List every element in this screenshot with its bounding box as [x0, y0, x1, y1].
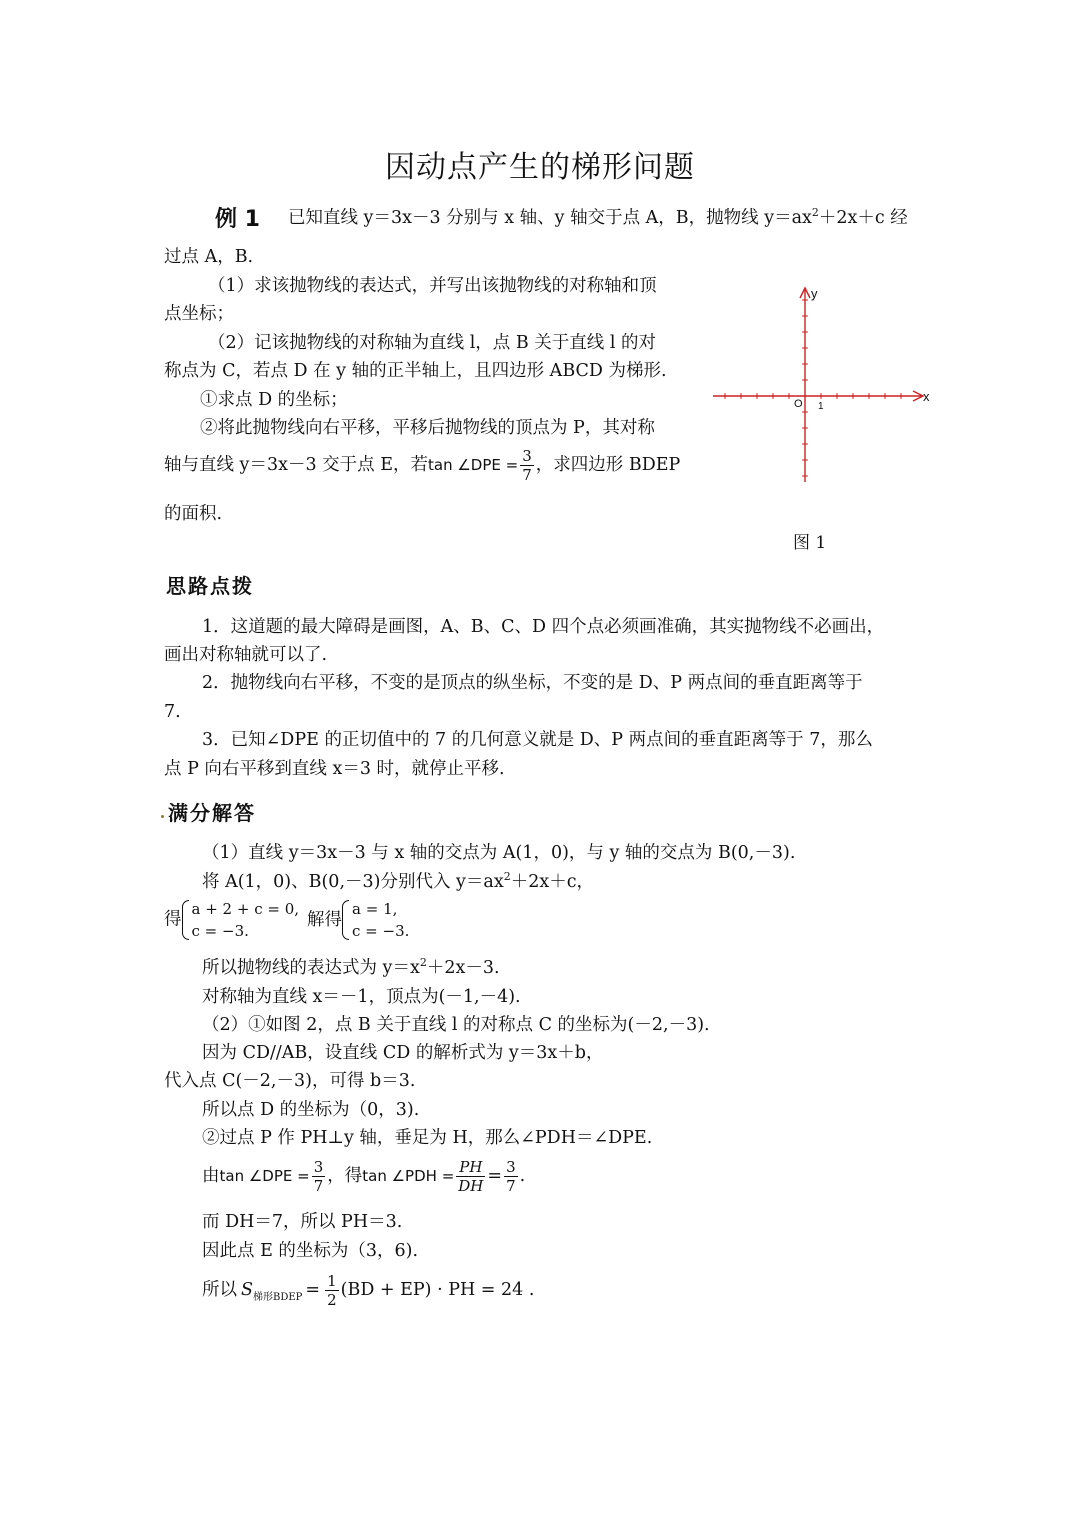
- fraction-numerator: 3: [522, 447, 532, 465]
- equation-system-1: [182, 898, 300, 942]
- fraction-denominator: 7: [522, 466, 532, 484]
- system2-eq1: a = 1,: [352, 900, 398, 918]
- hint2-line2: 7.: [164, 702, 181, 722]
- system1-eq1: a + 2 + c = 0,: [191, 900, 300, 918]
- solution-step4: [202, 954, 500, 982]
- step2-superscript: 2: [503, 870, 511, 883]
- example-label: 例 1: [215, 207, 260, 232]
- question2-sub2-line3: 的面积.: [164, 504, 223, 524]
- hints-heading: 思路点拨: [166, 574, 254, 598]
- equation-system-2: [342, 898, 409, 942]
- step14-S: S: [241, 1280, 253, 1300]
- step14-subscript: 梯形BDEP: [253, 1292, 303, 1303]
- fraction-denominator: 7: [313, 1177, 324, 1195]
- origin-label: O: [794, 398, 803, 410]
- solution-step3: [164, 898, 409, 942]
- solution-step5: 对称轴为直线 x＝－1，顶点为(－1,－4).: [202, 987, 521, 1007]
- solution-step8: 代入点 C(－2,－3)，可得 b＝3.: [164, 1071, 416, 1091]
- example-intro-line1: [288, 204, 908, 232]
- y-axis-label: y: [811, 286, 818, 301]
- solution-step10: ②过点 P 作 PH⊥y 轴，垂足为 H，那么∠PDH＝∠DPE.: [202, 1128, 653, 1148]
- figure-caption: 图 1: [793, 533, 827, 553]
- fraction-denominator: 2: [327, 1291, 337, 1309]
- solution-step14: [202, 1272, 534, 1312]
- question2-line2: 称点为 C，若点 D 在 y 轴的正半轴上，且四边形 ABCD 为梯形.: [164, 361, 667, 381]
- solution-step7: 因为 CD//AB，设直线 CD 的解析式为 y＝3x＋b，: [202, 1043, 604, 1063]
- fraction-numerator: 3: [506, 1158, 516, 1176]
- step14-fraction: [325, 1272, 339, 1309]
- step11-end: .: [519, 1166, 526, 1186]
- step2-text-a: 将 A(1，0)、B(0,－3)分别代入 y＝ax: [202, 872, 504, 892]
- q2-sub2-tan: tan ∠DPE =: [428, 456, 519, 474]
- solution-step12: 而 DH＝7，所以 PH＝3.: [202, 1212, 403, 1232]
- solution-heading: 满分解答: [168, 801, 256, 825]
- step14-rest: (BD + EP) · PH = 24 .: [340, 1280, 535, 1300]
- step2-text-b: ＋2x＋c，: [510, 872, 595, 892]
- hint3-line1: 3．已知∠DPE 的正切值中的 7 的几何意义就是 D、P 两点间的垂直距离等于 7，那么: [202, 730, 873, 750]
- question2-sub2-line2: [164, 447, 680, 484]
- step11-fraction-3: [504, 1158, 518, 1195]
- fraction-denominator: DH: [458, 1177, 484, 1195]
- solution-step1: （1）直线 y＝3x－3 与 x 轴的交点为 A(1，0)，与 y 轴的交点为 B(0,－3).: [202, 843, 796, 863]
- step3-de: 得: [164, 909, 182, 930]
- solution-step6: （2）①如图 2，点 B 关于直线 l 的对称点 C 的坐标为(－2,－3).: [202, 1015, 710, 1035]
- step11-fraction-2: [456, 1158, 485, 1195]
- step14-eq: =: [305, 1280, 321, 1300]
- x-axis-label: x: [923, 389, 930, 404]
- step11-tan2: tan ∠PDH =: [362, 1167, 455, 1185]
- page-title: 因动点产生的梯形问题: [385, 150, 695, 185]
- intro-text-b: ＋2x＋c 经: [818, 208, 908, 228]
- solution-step9: 所以点 D 的坐标为（0，3).: [202, 1100, 420, 1120]
- step4-superscript: 2: [419, 956, 427, 969]
- coordinate-axes-figure: [705, 280, 945, 490]
- fraction-numerator: 3: [313, 1158, 324, 1176]
- system2-eq2: c = −3.: [352, 922, 410, 940]
- step11-fraction-1: [312, 1158, 326, 1195]
- q2-sub2-text-b: ，求四边形 BDEP: [535, 455, 681, 475]
- question1-line1: （1）求该抛物线的表达式，并写出该抛物线的对称轴和顶: [208, 276, 657, 296]
- question1-line2: 点坐标；: [164, 304, 234, 324]
- hint1-line2: 画出对称轴就可以了.: [164, 645, 328, 665]
- hint3-line2: 点 P 向右平移到直线 x＝3 时，就停止平移.: [164, 759, 505, 779]
- q2-sub2-text-a: 轴与直线 y＝3x－3 交于点 E，若: [164, 455, 428, 475]
- fraction-denominator: 7: [506, 1177, 516, 1195]
- solution-step11: [202, 1158, 525, 1195]
- step11-eq: =: [487, 1166, 503, 1186]
- step3-jie: 解得: [307, 909, 343, 930]
- step4-text-b: ＋2x－3.: [426, 958, 500, 978]
- fraction-numerator: 1: [327, 1272, 337, 1290]
- step11-you: 由: [202, 1166, 220, 1186]
- axis-ticks: [725, 300, 901, 476]
- question2-line1: （2）记该抛物线的对称轴为直线 l，点 B 关于直线 l 的对: [208, 333, 657, 353]
- intro-superscript: 2: [811, 206, 819, 219]
- q2-sub2-fraction: [520, 447, 534, 484]
- solution-step13: 因此点 E 的坐标为（3，6).: [202, 1241, 419, 1261]
- step11-tan1: tan ∠DPE =: [219, 1167, 310, 1185]
- fraction-numerator: PH: [456, 1158, 485, 1177]
- step11-de: ，得: [327, 1166, 363, 1186]
- decorative-dot: [161, 815, 164, 818]
- hint2-line1: 2．抛物线向右平移，不变的是顶点的纵坐标，不变的是 D、P 两点间的垂直距离等于: [202, 673, 863, 693]
- system1-eq2: c = −3.: [191, 922, 249, 940]
- hint1-line1: 1．这道题的最大障碍是画图，A、B、C、D 四个点必须画准确，其实抛物线不必画出，: [202, 617, 885, 637]
- step14-suoyi: 所以: [202, 1280, 237, 1300]
- unit-label: 1: [818, 401, 824, 412]
- question2-sub2-line1: ②将此抛物线向右平移，平移后抛物线的顶点为 P，其对称: [200, 418, 655, 438]
- solution-step2: [202, 868, 594, 896]
- intro-text-a: 已知直线 y＝3x－3 分别与 x 轴、y 轴交于点 A，B，抛物线 y＝ax: [288, 208, 812, 228]
- step4-text-a: 所以抛物线的表达式为 y＝x: [202, 958, 420, 978]
- example-intro-line2: 过点 A，B.: [164, 247, 254, 267]
- question2-sub1: ①求点 D 的坐标；: [200, 390, 348, 410]
